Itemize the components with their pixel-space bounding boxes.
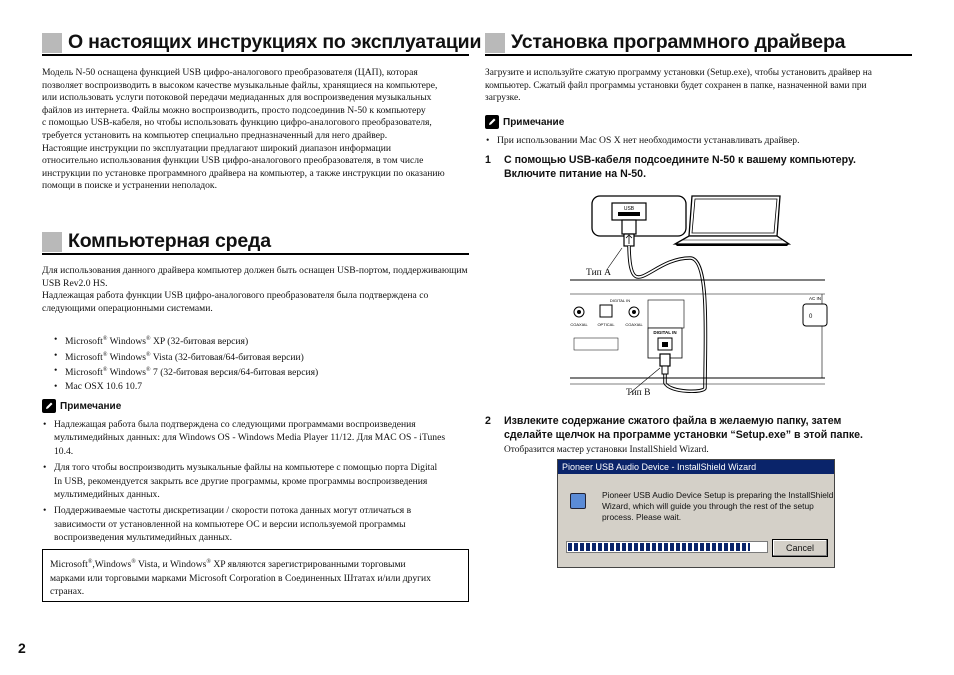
type-b-label: Тип B <box>626 388 651 398</box>
laptop-illustration <box>675 196 789 246</box>
heading-underline <box>42 253 469 255</box>
section-heading-about <box>42 31 481 54</box>
heading-about-title: О настоящих инструкциях по эксплуатации <box>68 31 482 53</box>
list-item: • Microsoft® Windows® Vista (32-битовая/64-битовая версии) <box>53 349 318 365</box>
note-heading: Примечание <box>485 115 564 129</box>
optical-label: OPTICAL <box>597 322 615 327</box>
step-2-subtext: Отобразится мастер установки InstallShield Wizard. <box>504 445 709 455</box>
heading-square <box>42 232 62 252</box>
heading-underline <box>485 54 912 56</box>
usb-port-callout <box>592 196 686 236</box>
section-heading-computer-env <box>42 230 271 253</box>
cancel-button[interactable]: Cancel <box>772 539 828 557</box>
coaxial-out-label: COAXIAL <box>570 322 588 327</box>
install-intro: Загрузите и используйте сжатую программу установки (Setup.exe), чтобы установить драйвер на компьютер. Сжатый файл программы установки будет сохранен в папке, назначенной вами при загрузке. <box>485 68 872 104</box>
requirements-paragraph: Для использования данного драйвера компьютер должен быть оснащен USB-портом, поддерживающим USB Rev2.0 HS. Надлежащая работа функции USB цифро-аналогового преобразователя была подтверждена со следующими операционными системами. <box>42 265 468 314</box>
coaxial-in-label: COAXIAL <box>625 322 643 327</box>
wizard-message: Pioneer USB Audio Device Setup is preparing the InstallShield Wizard, which will guide you through the rest of the setup process. Please wait. <box>602 490 834 522</box>
mac-note <box>485 134 800 147</box>
list-item: • При использовании Mac OS X нет необходимости устанавливать драйвер. <box>485 134 800 147</box>
n50-rear-panel <box>570 280 827 384</box>
pencil-icon <box>42 399 56 413</box>
installshield-wizard <box>557 459 835 568</box>
installer-icon <box>570 493 586 509</box>
digital-in-usb-label: DIGITAL IN <box>653 330 677 335</box>
list-item: • Надлежащая работа была подтверждена со следующими программами воспроизведения мультимедийных данных: для Windows OS - Windows Media Player 11/12. Для MAC OS - iTunes 10.4. <box>42 418 445 458</box>
usb-plug-a <box>622 220 636 246</box>
ac-in-label: AC IN <box>808 296 822 301</box>
heading-square <box>42 33 62 53</box>
trademark-notice: Microsoft®,Windows® Vista, и Windows® XP являются зарегистрированными торговыми марками или торговыми марками Microsoft Corporation в Соединенных Штатах и/или других странах. <box>42 549 469 602</box>
usb-port-label: USB <box>623 206 635 212</box>
heading-computer-env-title: Компьютерная среда <box>68 230 271 252</box>
pencil-icon <box>485 115 499 129</box>
connection-diagram <box>570 188 910 408</box>
about-paragraph: Модель N-50 оснащена функцией USB цифро-аналогового преобразователя (ЦАП), которая позволяет воспроизводить в высоком качестве музыкальные файлы, хранящиеся на компьютере, или использовать услуги потоковой передачи медиаданных для воспроизведения музыкальных файлов из интернета. Файлы можно воспроизводить, просто подсоединив N-50 к компьютеру с помощью USB-кабеля, но чтобы использовать функцию цифро-аналогового преобразователя, требуется установить на компьютер специально предназначенный для него драйвер. Настоящие инструкции по эксплуатации предлагают широкий диапазон информации относительно использования функции USB цифро-аналогового преобразователя, в том числе инструкции по установке программного драйвера на компьютер, а также инструкции по оказанию помощи в поиске и устранении неполадок. <box>42 67 445 192</box>
note-heading: Примечание <box>42 399 121 413</box>
os-list <box>53 333 318 393</box>
wizard-progress-bar <box>566 541 768 553</box>
heading-square <box>485 33 505 53</box>
wizard-title-bar: Pioneer USB Audio Device - InstallShield Wizard <box>558 460 834 474</box>
list-item: • Поддерживаемые частоты дискретизации / скорости потока данных могут отличаться в зависимости от установленной на компьютере ОС и версии используемой программы воспроизведения мультимедийных данных. <box>42 504 445 544</box>
note-list <box>42 418 445 545</box>
type-a-label: Тип A <box>586 268 611 278</box>
progress-fill <box>568 543 750 551</box>
svg-text:0: 0 <box>809 314 813 320</box>
list-item: • Microsoft® Windows® 7 (32-битовая версия/64-битовая версия) <box>53 364 318 380</box>
digital-in-label: DIGITAL IN <box>609 298 631 303</box>
heading-driver-install-title: Установка программного драйвера <box>511 31 846 53</box>
list-item: • Mac OSX 10.6 10.7 <box>53 380 318 393</box>
heading-underline <box>42 54 469 56</box>
type-a-pointer <box>608 248 622 268</box>
section-heading-driver-install <box>485 31 845 54</box>
list-item: • Microsoft® Windows® XP (32-битовая версия) <box>53 333 318 349</box>
list-item: • Для того чтобы воспроизводить музыкальные файлы на компьютере с помощью порта Digital In USB, рекомендуется закрыть все другие программы, кроме программы воспроизведения мультимедийных данных. <box>42 461 445 501</box>
page-number: 2 <box>18 640 26 656</box>
